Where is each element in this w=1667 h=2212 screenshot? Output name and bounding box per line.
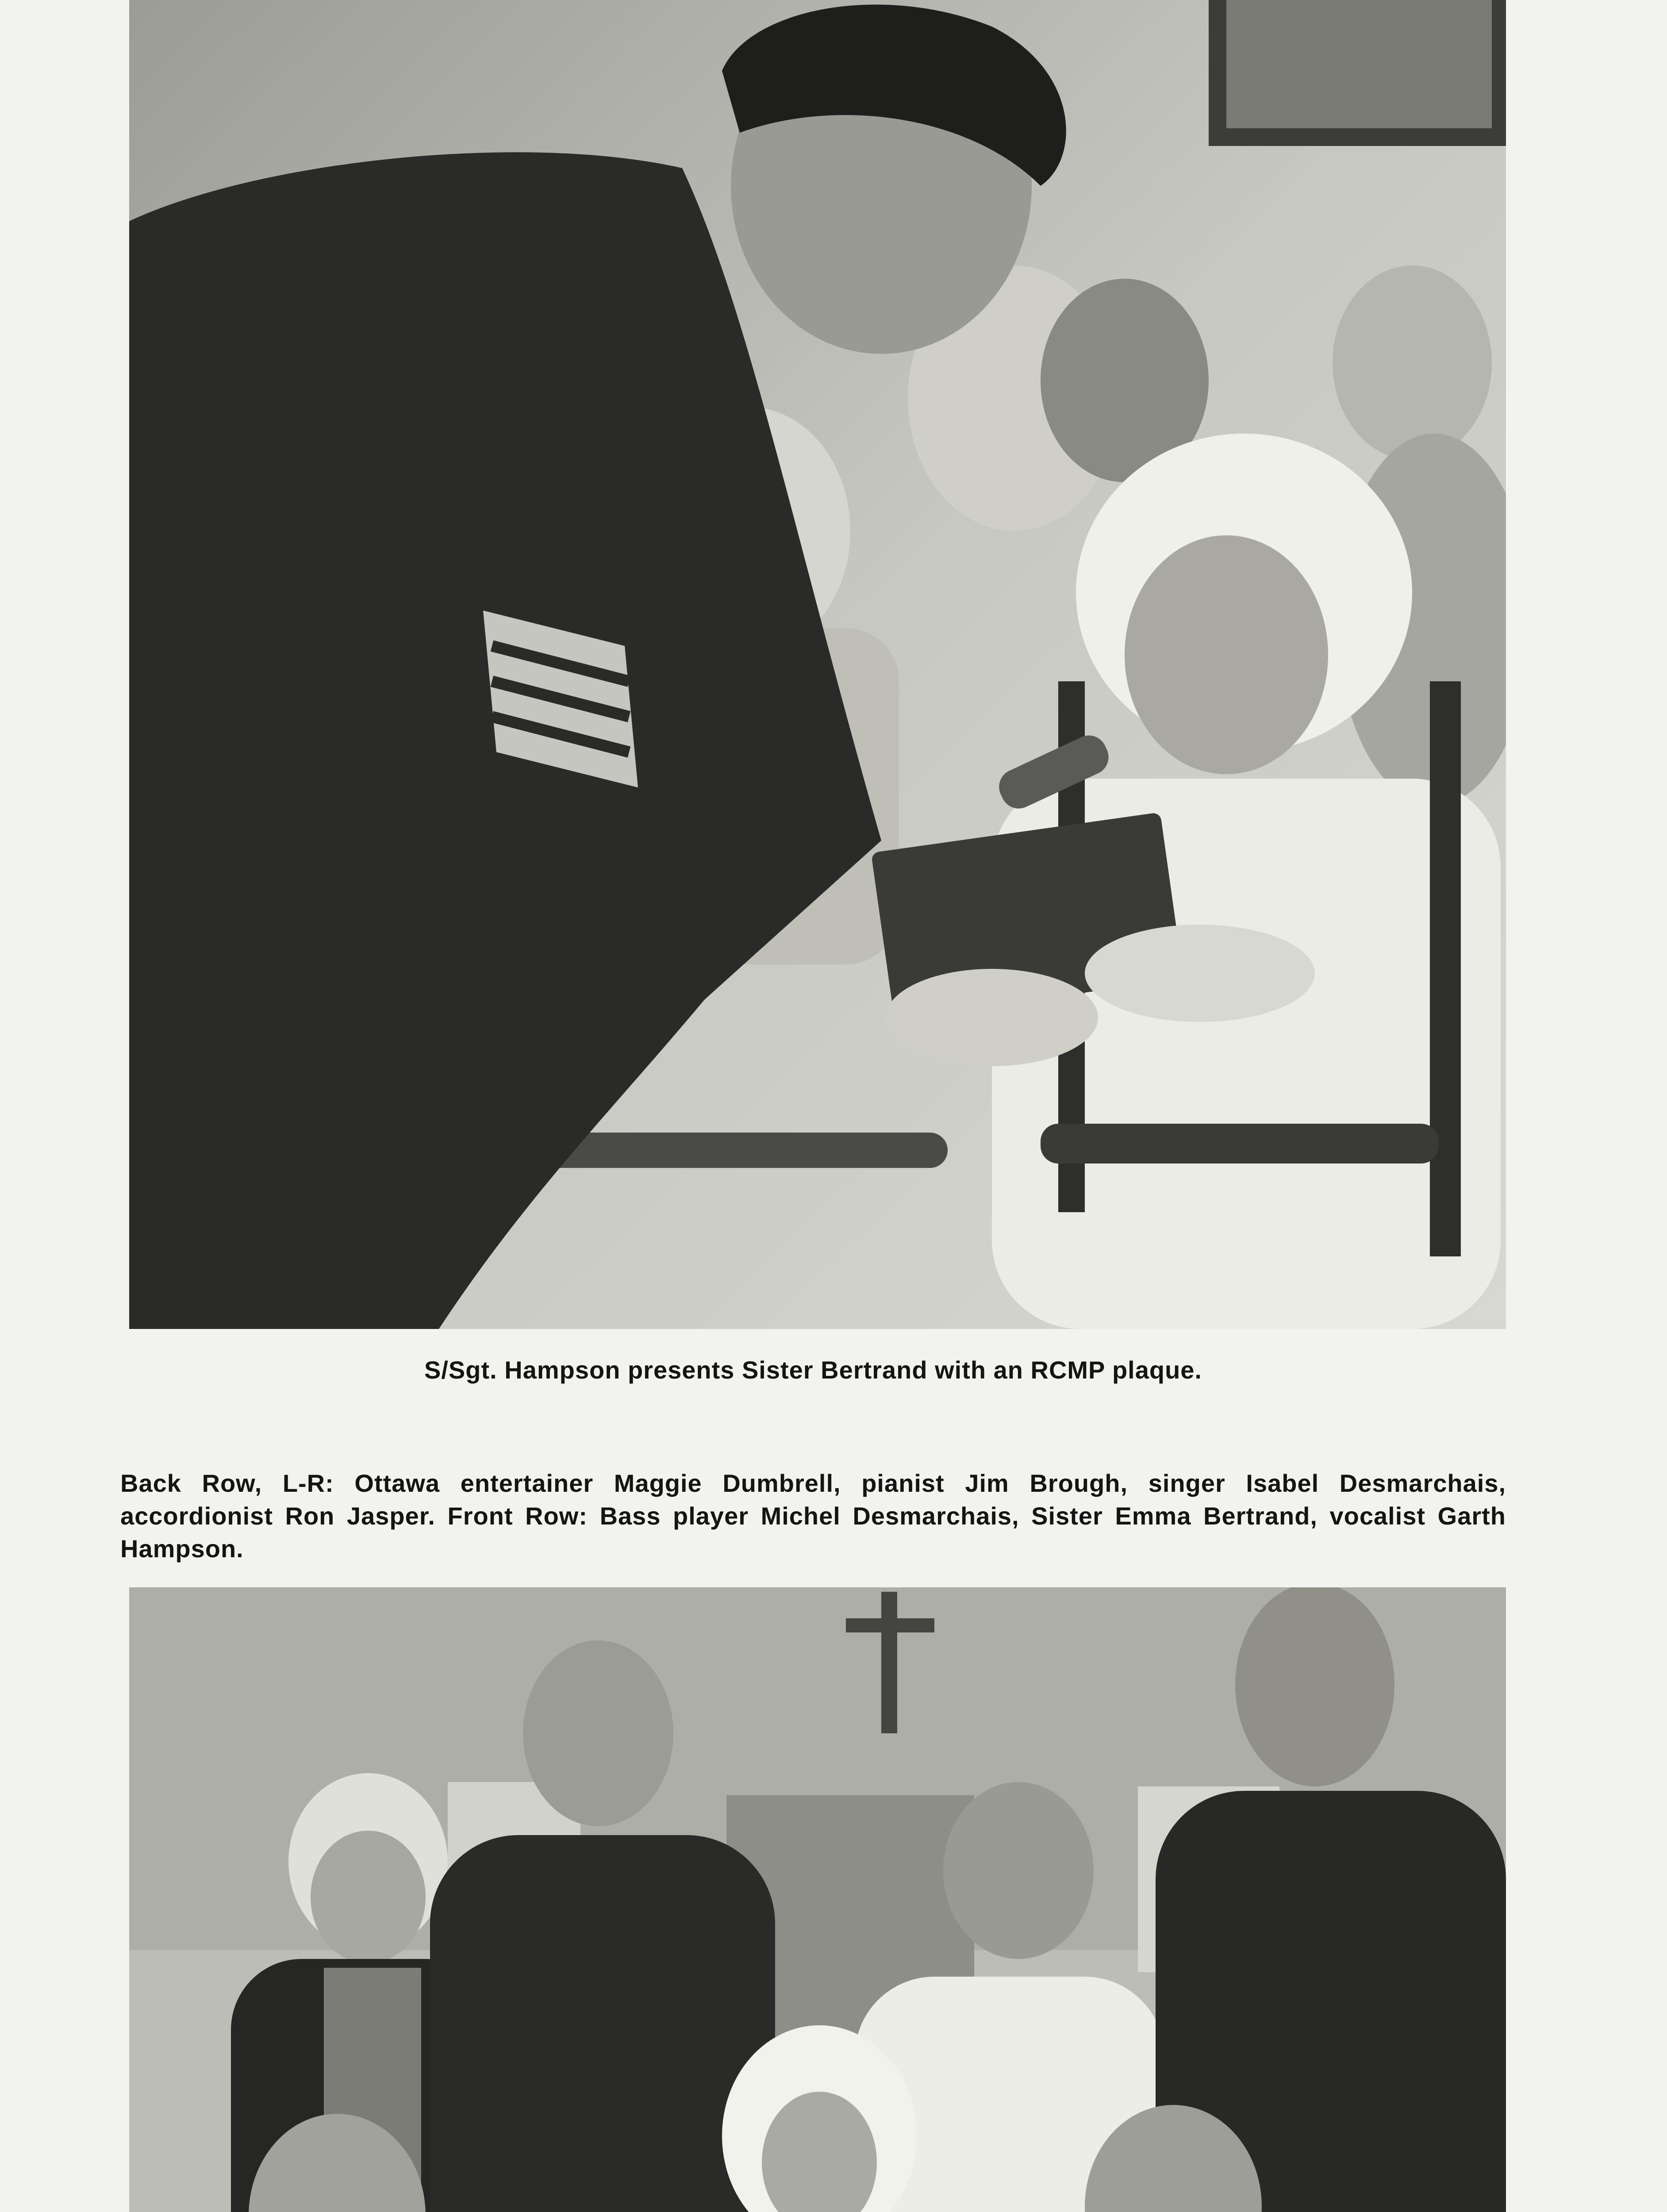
- photo-caption-bottom: Back Row, L-R: Ottawa entertainer Maggie Dumbrell, pianist Jim Brough, singer Isabel Desmarchais, accordionist Ron Jasper. Front Row: Bass player Michel Desmarchais, Sister Emma Bertrand, vocalist Garth Hampson.: [120, 1469, 1506, 1563]
- photo-caption-top: S/Sgt. Hampson presents Sister Bertrand with an RCMP plaque.: [424, 1356, 1202, 1384]
- photo-group-portrait: [129, 1587, 1506, 2212]
- photo-plaque-presentation: [129, 0, 1506, 1329]
